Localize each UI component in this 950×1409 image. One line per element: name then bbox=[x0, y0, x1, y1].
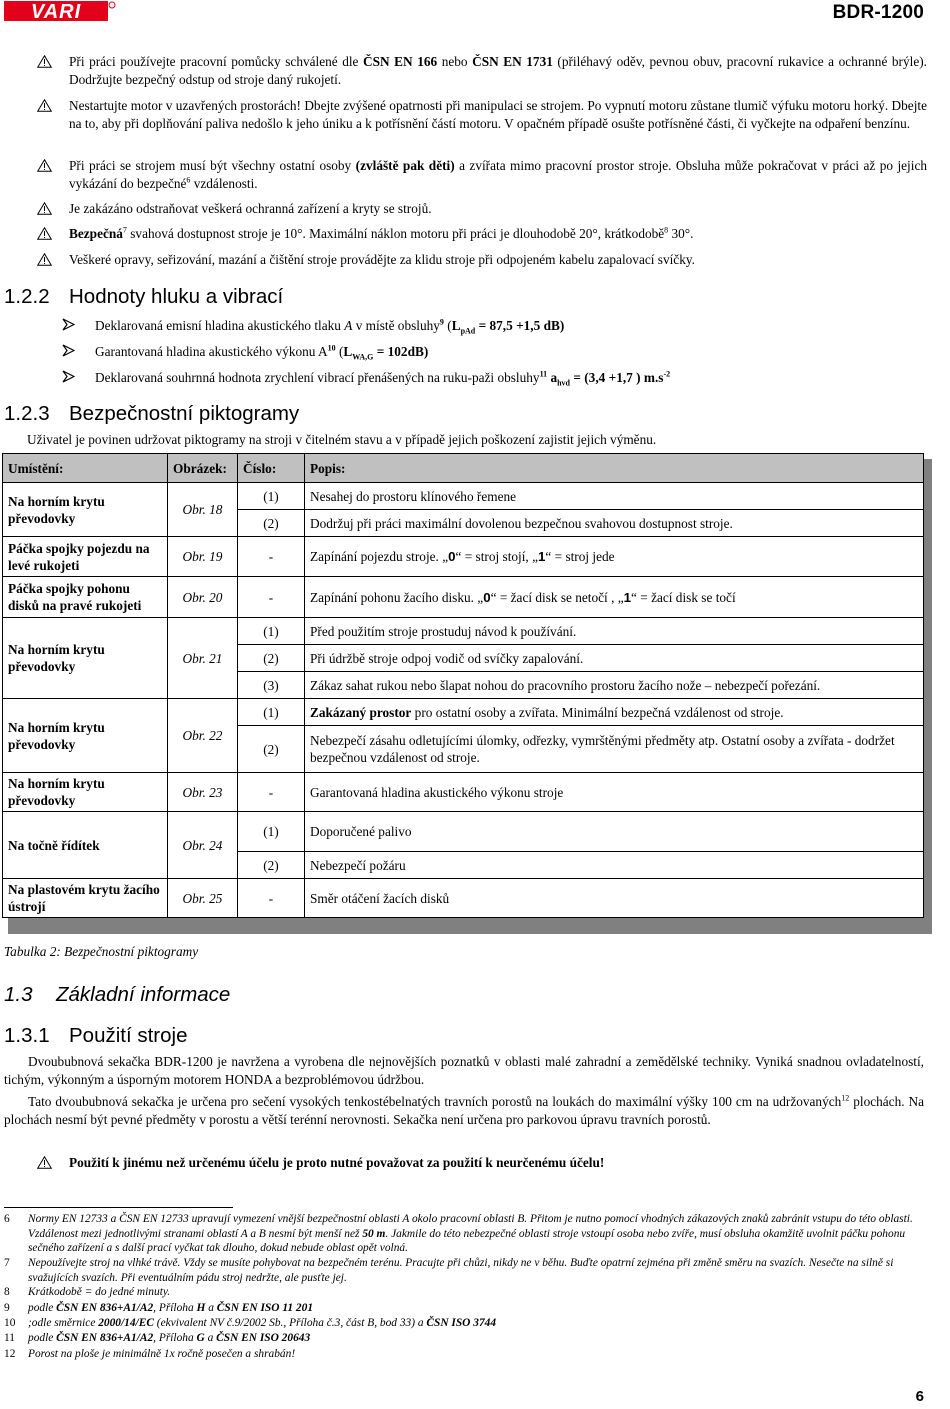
cell-number: (1) bbox=[238, 483, 305, 510]
logo-text: VARI bbox=[30, 1, 82, 21]
warning-item bbox=[37, 53, 927, 88]
table-row bbox=[3, 537, 924, 577]
cell-number: (3) bbox=[238, 672, 305, 699]
cell-place: Na horním krytu převodovky bbox=[3, 618, 168, 699]
cell-place: Na plastovém krytu žacího ústrojí bbox=[3, 879, 168, 918]
footnote: 7 Nepoužívejte stroj na vlhké trávě. Vždy se musíte pohybovat na bezpečném terénu. Pracujte při chůzi, nikdy ne v běhu. Buďte opatrní zejména při změně směru na svazích. Nesečte na silně si svažujících svazích. Při eventuálním pádu stroj nedržte, ale pusťte jej. bbox=[4, 1257, 894, 1284]
table-row bbox=[3, 773, 924, 812]
cell-description: Nesahej do prostoru klínového řemene bbox=[305, 483, 924, 510]
col-header-number: Číslo: bbox=[238, 454, 305, 483]
footnote-number: 8 bbox=[4, 1286, 10, 1298]
table-row bbox=[3, 483, 924, 510]
cell-place: Páčka spojky pohonu disků na pravé rukojeti bbox=[3, 577, 168, 618]
warning-triangle-icon bbox=[37, 253, 52, 266]
cell-description: Zákaz sahat rukou nebo šlapat nohou do pracovního prostoru žacího nože – nebezpečí pořezání. bbox=[305, 672, 924, 699]
cell-number: - bbox=[238, 577, 305, 618]
cell-number: (1) bbox=[238, 812, 305, 852]
footnote: 6 Normy EN 12733 a ČSN EN 12733 upravují vymezení vnější bezpečnostní oblasti A okolo pracovní oblasti B. Přitom je nutno pomocí vhodných zákazových znaků zabránit vstupu do této oblasti. Vzdálenost mezi jednotlivými stranami oblastí A a B nesmí být menší než 50 m. Jakmile do této nebezpečné oblasti stroje vstoupí osoba nebo zvíře, musí obsluha okamžitě uvolnit páčku pohonu sečného zařízení a s další prací vyčkat tak dlouho, dokud nebude oblast opět volná. bbox=[4, 1213, 913, 1255]
warning-triangle-icon bbox=[37, 227, 52, 240]
cell-image-ref: Obr. 19 bbox=[168, 537, 238, 577]
footnote: 8 Krátkodobě = do jedné minuty. bbox=[4, 1286, 171, 1298]
warning-triangle-icon bbox=[37, 202, 52, 215]
warning-text: Je zakázáno odstraňovat veškerá ochranná zařízení a kryty se strojů. bbox=[69, 201, 432, 216]
warning-item bbox=[37, 157, 927, 192]
table-row bbox=[3, 879, 924, 918]
cell-image-ref: Obr. 24 bbox=[168, 812, 238, 879]
col-header-place: Umístění: bbox=[3, 454, 168, 483]
warning-item bbox=[37, 97, 927, 132]
usage-paragraph: Tato dvoububnová sekačka je určena pro sečení vysokých tenkostébelnatých travních porostů na loukách do maximální výšky 100 cm na udržovaných$^{12}$ plochách. Na plochách nesmí být pevné předměty v porostu a větší terénní nerovnosti. Sekačka není určena pro parkovou úpravu travních porostů. bbox=[4, 1093, 924, 1127]
table-caption: Tabulka 2: Bezpečnostní piktogramy bbox=[4, 944, 199, 959]
warning-triangle-icon bbox=[37, 1156, 52, 1169]
warning-text: Veškeré opravy, seřizování, mazání a čištění stroje provádějte za klidu stroje při odpojeném kabelu zapalovací svíčky. bbox=[69, 252, 695, 267]
footnote: 10 ;odle směrnice 2000/14/EC (ekvivalent NV č.9/2002 Sb., Příloha č.3, část B, bod 33) a ČSN ISO 3744 bbox=[4, 1317, 497, 1329]
warning-triangle-icon bbox=[37, 159, 52, 172]
cell-description: Doporučené palivo bbox=[305, 812, 924, 852]
cell-description: Směr otáčení žacích disků bbox=[305, 879, 924, 918]
cell-place: Na točně řídítek bbox=[3, 812, 168, 879]
model-title: BDR-1200 bbox=[832, 2, 924, 23]
cell-place: Na horním krytu převodovky bbox=[3, 699, 168, 773]
footnote-number: 9 bbox=[4, 1302, 10, 1314]
cell-place: Páčka spojky pojezdu na levé rukojeti bbox=[3, 537, 168, 577]
cell-description: Při údržbě stroje odpoj vodič od svíčky zapalování. bbox=[305, 645, 924, 672]
usage-paragraph: Dvoububnová sekačka BDR-1200 je navržena a vyrobena dle nejnovějších poznatků v oblasti malé zahradní a zemědělské techniky. Vyniká snadnou ovladatelností, tichým, výkonným a úsporným motorem HONDA a bezproblémovou údržbou. bbox=[4, 1054, 924, 1087]
pictogram-table bbox=[2, 453, 924, 918]
table-row bbox=[3, 812, 924, 852]
cell-description: Před použitím stroje prostuduj návod k používání. bbox=[305, 618, 924, 645]
warning-triangle-icon bbox=[37, 55, 52, 68]
footnote-number: 11 bbox=[4, 1332, 15, 1344]
cell-image-ref: Obr. 25 bbox=[168, 879, 238, 918]
footnote-number: 7 bbox=[4, 1257, 10, 1269]
footnote: 9 podle ČSN EN 836+A1/A2, Příloha H a ČSN EN ISO 11 201 bbox=[4, 1302, 314, 1314]
warning-item bbox=[37, 200, 927, 218]
noise-bullet-item: Deklarovaná emisní hladina akustického tlaku A v místě obsluhy$^9$ ($L_{pAd} = 87,5 +1,5$ dB) bbox=[62, 317, 922, 334]
cell-image-ref: Obr. 20 bbox=[168, 577, 238, 618]
footnote: 12 Porost na ploše je minimálně 1x ročně posečen a shrabán! bbox=[4, 1348, 296, 1360]
warning-text: Při práci se strojem musí být všechny ostatní osoby (zvláště pak děti) a zvířata mimo pracovní prostor stroje. Obsluha může pokračovat v práci až po jejich vykázání do bezpečné$^6$ vzdálenosti. bbox=[69, 158, 927, 191]
cell-image-ref: Obr. 18 bbox=[168, 483, 238, 537]
section-13-heading: 1.3 Základní informace bbox=[4, 983, 231, 1006]
warning-triangle-icon bbox=[37, 99, 52, 112]
pictogram-intro: Uživatel je povinen udržovat piktogramy na stroji v čitelném stavu a v případě jejich poškození zajistit jejich výměnu. bbox=[27, 432, 657, 447]
cell-number: - bbox=[238, 879, 305, 918]
page-number: 6 bbox=[915, 1388, 924, 1405]
noise-bullet-item: Deklarovaná souhrnná hodnota zrychlení vibrací přenášených na ruku-paži obsluhy$^{11}$ $a_{hvd} = (3,4 +1,7$ ) $m.s^{-2}$ bbox=[62, 369, 922, 386]
cell-number: (2) bbox=[238, 510, 305, 537]
table-row bbox=[3, 699, 924, 726]
table-header-row bbox=[3, 454, 924, 483]
cell-description: Nebezpečí zásahu odletujícími úlomky, odřezky, vymrštěnými předměty atp. Ostatní osoby a zvířata - dodržet bezpečnou vzdálenost od stroje. bbox=[305, 726, 924, 773]
footnote-number: 12 bbox=[4, 1348, 16, 1360]
table-row bbox=[3, 577, 924, 618]
warning-item bbox=[37, 251, 927, 269]
table-row bbox=[3, 618, 924, 645]
cell-place: Na horním krytu převodovky bbox=[3, 483, 168, 537]
section-123-heading: 1.2.3 Bezpečnostní piktogramy bbox=[4, 402, 300, 425]
arrow-bullet-icon bbox=[62, 318, 75, 331]
usage-warning: Použití k jinému než určenému účelu je proto nutné považovat za použití k neurčenému účelu! bbox=[37, 1154, 927, 1172]
cell-image-ref: Obr. 22 bbox=[168, 699, 238, 773]
noise-bullet-item: Garantovaná hladina akustického výkonu $A^{10}$ $(L_{WA,G} = 102dB)$ bbox=[62, 343, 922, 360]
cell-image-ref: Obr. 23 bbox=[168, 773, 238, 812]
cell-number: - bbox=[238, 773, 305, 812]
footnote: 11 podle ČSN EN 836+A1/A2, Příloha G a ČSN EN ISO 20643 bbox=[4, 1332, 311, 1344]
cell-number: (1) bbox=[238, 618, 305, 645]
cell-description: Zakázaný prostor pro ostatní osoby a zvířata. Minimální bezpečná vzdálenost od stroje. bbox=[305, 699, 924, 726]
vari-logo bbox=[4, 1, 116, 21]
footnote-number: 6 bbox=[4, 1213, 10, 1225]
cell-description: Zapínání pohonu žacího disku. „0“ = žací disk se netočí , „1“ = žací disk se točí bbox=[305, 577, 924, 618]
cell-number: - bbox=[238, 537, 305, 577]
arrow-bullet-icon bbox=[62, 344, 75, 357]
footnote-rule bbox=[4, 1207, 233, 1208]
cell-place: Na horním krytu převodovky bbox=[3, 773, 168, 812]
section-122-heading: 1.2.2 Hodnoty hluku a vibrací bbox=[4, 285, 284, 308]
cell-description: Garantovaná hladina akustického výkonu stroje bbox=[305, 773, 924, 812]
cell-description: Nebezpečí požáru bbox=[305, 852, 924, 879]
cell-image-ref: Obr. 21 bbox=[168, 618, 238, 699]
warning-text: Nestartujte motor v uzavřených prostorách! Dbejte zvýšené opatrnosti při manipulaci se strojem. Po vypnutí motoru zůstane tlumič výfuku motoru horký. Dbejte na to, aby při doplňování paliva nedošlo k jeho úniku a k potřísnění částí motoru. V opačném případě osušte potřísněné části, či vyčkejte na odpaření benzínu. bbox=[69, 98, 927, 131]
footnote-number: 10 bbox=[4, 1317, 16, 1329]
section-131-heading: 1.3.1 Použití stroje bbox=[4, 1024, 188, 1047]
cell-number: (2) bbox=[238, 726, 305, 773]
cell-description: Dodržuj při práci maximální dovolenou bezpečnou svahovou dostupnost stroje. bbox=[305, 510, 924, 537]
col-header-image: Obrázek: bbox=[168, 454, 238, 483]
warning-item bbox=[37, 225, 927, 243]
cell-number: (2) bbox=[238, 645, 305, 672]
cell-description: Zapínání pojezdu stroje. „0“ = stroj stojí, „1“ = stroj jede bbox=[305, 537, 924, 577]
arrow-bullet-icon bbox=[62, 370, 75, 383]
cell-number: (2) bbox=[238, 852, 305, 879]
col-header-description: Popis: bbox=[305, 454, 924, 483]
cell-number: (1) bbox=[238, 699, 305, 726]
warning-text: Při práci používejte pracovní pomůcky schválené dle ČSN EN 166 nebo ČSN EN 1731 (přiléhavý oděv, pevnou obuv, pracovní rukavice a ochranné brýle). Dodržujte bezpečný odstup od stroje daný rukojetí. bbox=[69, 54, 927, 87]
warning-text: Bezpečná$^7$ svahová dostupnost stroje je 10°. Maximální náklon motoru při práci je dlouhodobě 20°, krátkodobě$^8$ 30°. bbox=[69, 225, 694, 241]
